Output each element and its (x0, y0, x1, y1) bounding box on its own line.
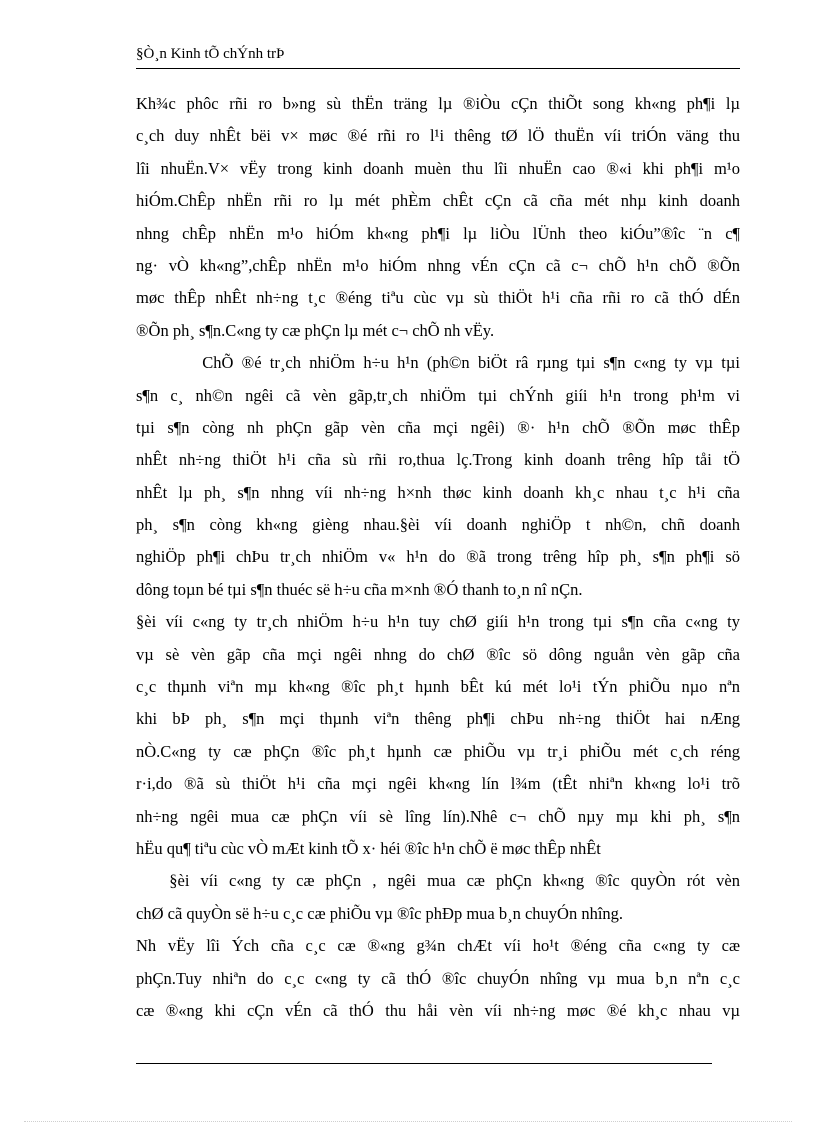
text-line: nhÊt lµ ph¸ s¶n nhng víi nh÷ng h×nh thøc kinh doanh kh¸c nhau t¸c h¹i cña (136, 482, 740, 502)
text-line: dông toµn bé tµi s¶n thuéc së h÷u cña m×nh ®Ó thanh to¸n nî nÇn. (136, 579, 583, 599)
text-line: r·i,do ®ã sù thiÖt h¹i cña mçi ngêi kh«ng lín l¾m (tÊt nhiªn kh«ng lo¹i trõ (136, 774, 740, 794)
text-line: Nh vËy lîi Ých cña c¸c cæ ®«ng g¾n chÆt víi ho¹t ®éng cña c«ng ty cæ (136, 936, 740, 956)
text-line: nh÷ng ngêi mua cæ phÇn víi sè lîng lín).Nhê c¬ chÕ nµy mµ khi ph¸ s¶n (136, 806, 740, 826)
text-line: khi bÞ ph¸ s¶n mçi thµnh viªn thêng ph¶i chÞu nh÷ng thiÖt hai nÆng (136, 709, 740, 729)
page-header-title: §Ò¸n Kinh tÕ chÝnh trÞ (136, 46, 285, 62)
text-line: tµi s¶n còng nh phÇn gãp vèn cña mçi ngêi) ®· h¹n chÕ ®Õn møc thÊp (136, 417, 740, 437)
text-line: møc thÊp nhÊt nh÷ng t¸c ®éng tiªu cùc vµ sù thiÖt h¹i cña rñi ro cã thÓ dÉn (136, 288, 740, 308)
text-line: vµ sè vèn gãp cña mçi ngêi nhng do chØ ®îc sö dông nguån vèn gãp cña (136, 644, 740, 664)
footer-divider (136, 1063, 712, 1064)
text-line: ng· vÒ kh«ng”,chÊp nhËn m¹o hiÓm nhng vÉn cÇn cã c¬ chÕ h¹n chÕ ®Õn (136, 255, 740, 275)
text-line: nhÊt nh÷ng thiÖt h¹i cña sù rñi ro,thua lç.Trong kinh doanh trêng hîp tåi tÖ (136, 450, 740, 470)
text-line: nÒ.C«ng ty cæ phÇn ®îc ph¸t hµnh cæ phiÕu vµ tr¸i phiÕu mét c¸ch réng (136, 741, 740, 761)
text-line: ®Õn ph¸ s¶n.C«ng ty cæ phÇn lµ mét c¬ chÕ nh vËy. (136, 320, 495, 340)
text-line: phÇn.Tuy nhiªn do c¸c c«ng ty cã thÓ ®îc chuyÓn nhîng vµ mua b¸n nªn c¸c (136, 968, 740, 988)
text-line: nhng chÊp nhËn m¹o hiÓm kh«ng ph¶i lµ liÒu lÜnh theo kiÓu”®îc ¨n c¶ (136, 223, 740, 243)
text-line: cæ ®«ng khi cÇn vÉn cã thÓ thu håi vèn víi nh÷ng møc ®é kh¸c nhau vµ (136, 1000, 740, 1020)
text-line: §èi víi c«ng ty tr¸ch nhiÖm h÷u h¹n tuy chØ giíi h¹n trong tµi s¶n cña c«ng ty (136, 612, 740, 632)
text-line: ph¸ s¶n còng kh«ng gièng nhau.§èi víi doanh nghiÖp t nh©n, chñ doanh (136, 515, 740, 535)
text-line: ChÕ ®é tr¸ch nhiÖm h÷u h¹n (ph©n biÖt râ rµng tµi s¶n c«ng ty vµ tµi (136, 353, 740, 373)
text-line: c¸ch duy nhÊt bëi v× møc ®é rñi ro l¹i thêng tØ lÖ thuËn víi triÓn väng thu (136, 126, 740, 146)
header-divider (136, 68, 740, 69)
text-line: chØ cã quyÒn së h÷u c¸c cæ phiÕu vµ ®îc phÐp mua b¸n chuyÓn nhîng. (136, 903, 624, 923)
text-line: hiÓm.ChÊp nhËn rñi ro lµ mét phÈm chÊt cÇn cã cña mét nhµ kinh doanh (136, 191, 740, 211)
page-bottom-edge (24, 1121, 792, 1122)
text-line: nghiÖp ph¶i chÞu tr¸ch nhiÖm v« h¹n do ®ã trong trêng hîp ph¸ s¶n ph¶i sö (136, 547, 740, 567)
text-line: Kh¾c phôc rñi ro b»ng sù thËn träng lµ ®iÒu cÇn thiÕt song kh«ng ph¶i lµ (136, 94, 740, 113)
text-line: s¶n c¸ nh©n ngêi cã vèn gãp,tr¸ch nhiÖm tµi chÝnh giíi h¹n trong ph¹m vi (136, 385, 740, 405)
text-line: c¸c thµnh viªn mµ kh«ng ®îc ph¸t hµnh bÊt kú mét lo¹i tÝn phiÕu nµo nªn (136, 677, 740, 697)
body-text (136, 88, 740, 1027)
text-line: lîi nhuËn.V× vËy trong kinh doanh muèn thu lîi nhuËn cao ®«i khi ph¶i m¹o (136, 158, 740, 178)
text-line: §èi víi c«ng ty cæ phÇn , ngêi mua cæ phÇn kh«ng ®îc quyÒn rót vèn (136, 871, 740, 891)
text-line: hËu qu¶ tiªu cùc vÒ mÆt kinh tÕ x· héi ®îc h¹n chÕ ë møc thÊp nhÊt (136, 838, 601, 858)
